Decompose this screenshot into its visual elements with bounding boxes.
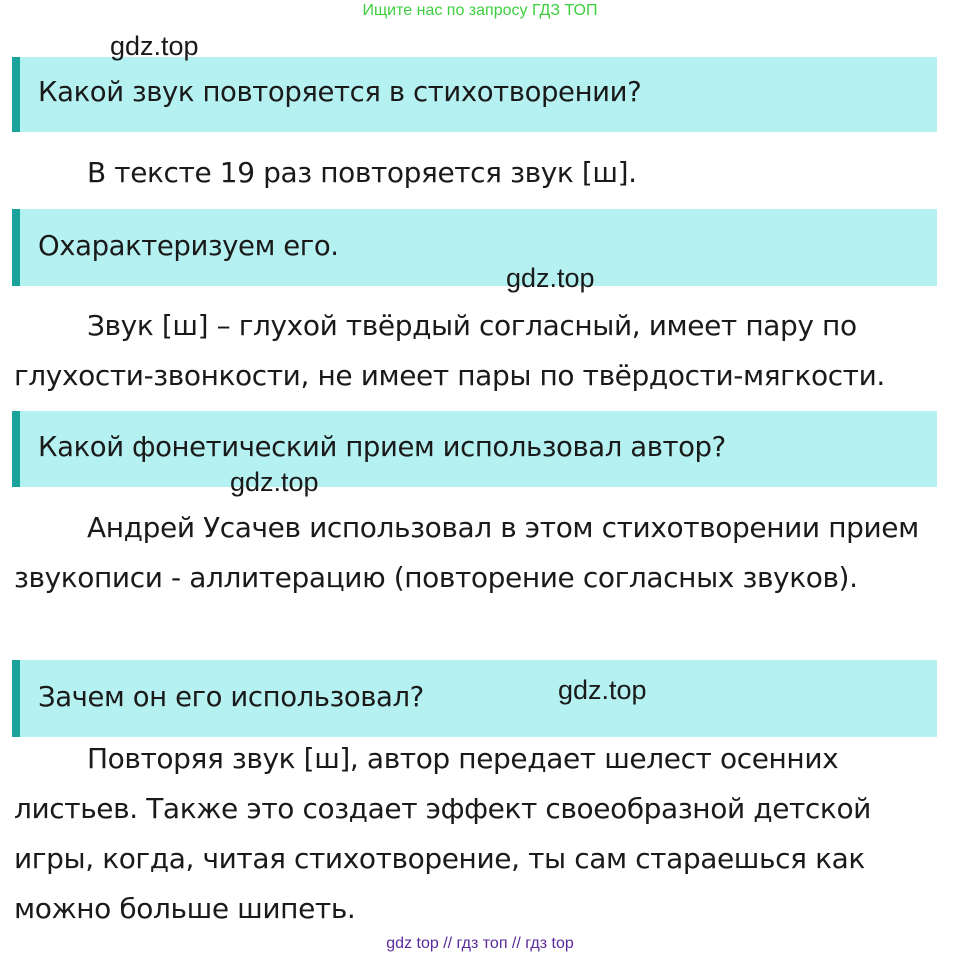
watermark: gdz.top (110, 31, 199, 61)
question-2: Охарактеризуем его. (38, 230, 339, 262)
watermark: gdz.top (506, 263, 595, 293)
search-banner: Ищите нас по запросу ГДЗ ТОП (362, 2, 598, 19)
watermark: gdz.top (230, 467, 319, 497)
answer-4: Повторяя звук [ш], автор передает шелест осенних листьев. Также это создает эффект своеобразной детской игры, когда, читая стихотворение, ты сам стараешься как можно больше шипеть. (14, 742, 871, 925)
question-bar-3 (12, 411, 937, 487)
question-3: Какой фонетический прием использовал автор? (38, 431, 726, 463)
question-bar-2 (12, 209, 937, 286)
answer-3: Андрей Усачев использовал в этом стихотворении прием звукописи - аллитерацию (повторение согласных звуков). (14, 511, 919, 594)
watermark: gdz.top (558, 675, 647, 705)
answer-2: Звук [ш] – глухой твёрдый согласный, имеет пару по глухости-звонкости, не имеет пары по твёрдости-мягкости. (14, 309, 885, 392)
question-bar-4 (12, 660, 937, 737)
footer-watermark: gdz top // гдз топ // гдз top (386, 935, 574, 952)
question-1: Какой звук повторяется в стихотворении? (38, 76, 642, 108)
question-bar-1 (12, 57, 937, 132)
question-4: Зачем он его использовал? (38, 681, 424, 713)
answer-1: В тексте 19 раз повторяется звук [ш]. (87, 156, 637, 189)
